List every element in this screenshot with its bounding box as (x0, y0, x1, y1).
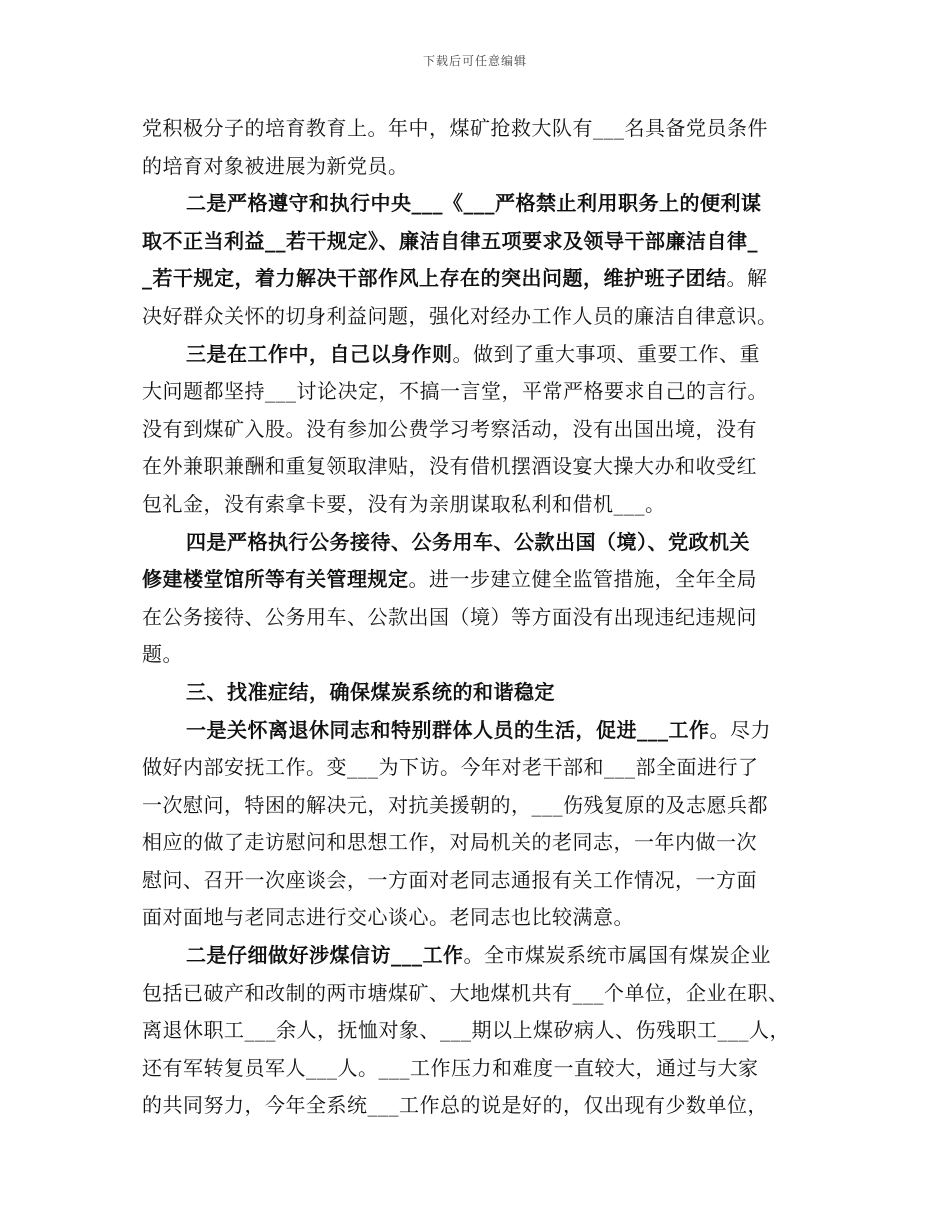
text-line (142, 411, 810, 449)
text-line (142, 899, 810, 937)
body-text: 大问题都坚持___讨论决定，不搞一言堂，平常严格要求自己的言行。 (142, 379, 768, 404)
body-text: 。全市煤炭系统市属国有煤炭企业 (463, 943, 771, 968)
body-text: 慰问、召开一次座谈会，一方面对老同志通报有关工作情况，一方面 (142, 867, 757, 892)
body-text: 没有到煤矿入股。没有参加公费学习考察活动，没有出国出境，没有 (142, 416, 757, 441)
bold-text: 三、找准症结，确保煤炭系统的和谐稳定 (186, 679, 555, 704)
body-text: 一次慰问，特困的解决元，对抗美援朝的，___伤残复原的及志愿兵都 (142, 792, 768, 817)
bold-text: 二是仔细做好涉煤信访___工作 (186, 943, 464, 968)
body-text: 。解 (726, 266, 768, 291)
document-body (142, 110, 810, 1125)
text-line (142, 336, 810, 374)
body-text: 相应的做了走访慰问和思想工作，对局机关的老同志，一年内做一次 (142, 830, 757, 855)
bold-text: _若干规定，着力解决干部作风上存在的突出问题，维护班子团结 (142, 266, 727, 291)
text-line (142, 260, 810, 298)
text-line (142, 373, 810, 411)
body-text: 。尽力 (709, 717, 771, 742)
text-line (142, 223, 810, 261)
body-text: 面对面地与老同志进行交心谈心。老同志也比较满意。 (142, 905, 634, 930)
text-line (142, 674, 810, 712)
text-line (142, 448, 810, 486)
bold-text: 三是在工作中，自己以身作则 (186, 341, 453, 366)
body-text: 包括已破产和改制的两市塘煤矿、大地煤机共有___个单位，企业在职、 (142, 980, 789, 1005)
text-line (142, 787, 810, 825)
page-header: 下载后可任意编辑 (422, 54, 527, 68)
body-text: 离退休职工___余人，抚恤对象、___期以上煤矽病人、伤残职工___人， (142, 1018, 790, 1043)
body-text: 党积极分子的培育教育上。年中，煤矿抢救大队有___名具备党员条件 (142, 116, 768, 140)
body-text: 决好群众关怀的切身利益问题，强化对经办工作人员的廉洁自律意识。 (142, 303, 778, 328)
body-text: 的共同努力，今年全系统___工作总的说是好的，仅出现有少数单位， (142, 1093, 768, 1118)
text-line (142, 1050, 810, 1088)
text-line (142, 636, 810, 674)
bold-text: 一是关怀离退休同志和特别群体人员的生活，促进___工作 (186, 717, 710, 742)
text-line (142, 1012, 810, 1050)
text-line (142, 824, 810, 862)
text-line (142, 148, 810, 186)
text-line (142, 561, 810, 599)
body-text: 在公务接待、公务用车、公款出国（境）等方面没有出现违纪违规问 (142, 604, 757, 629)
text-line (142, 185, 810, 223)
text-line (142, 486, 810, 524)
bold-text: 取不正当利益__若干规定》、廉洁自律五项要求及领导干部廉洁自律_ (142, 228, 758, 253)
text-line (142, 1087, 810, 1125)
body-text: 题。 (142, 642, 183, 667)
text-line (142, 749, 810, 787)
text-line (142, 975, 810, 1013)
text-line (142, 712, 810, 750)
text-line (142, 599, 810, 637)
text-line (142, 110, 810, 148)
text-line (142, 524, 810, 562)
bold-text: 二是严格遵守和执行中央___《___严格禁止利用职务上的便利谋 (186, 191, 762, 216)
bold-text: 修建楼堂馆所等有关管理规定 (142, 567, 409, 592)
body-text: 。做到了重大事项、重要工作、重 (452, 341, 760, 366)
body-text: 在外兼职兼酬和重复领取津贴，没有借机摆酒设宴大操大办和收受红 (142, 454, 757, 479)
body-text: 的培育对象被进展为新党员。 (142, 153, 409, 178)
bold-text: 四是严格执行公务接待、公务用车、公款出国（境）、党政机关 (186, 529, 750, 554)
body-text: 包礼金，没有索拿卡要，没有为亲朋谋取私利和借机___。 (142, 491, 666, 516)
body-text: 做好内部安抚工作。变___为下访。今年对老干部和___部全面进行了 (142, 755, 759, 780)
text-line (142, 937, 810, 975)
body-text: 。进一步建立健全监管措施，全年全局 (408, 567, 757, 592)
text-line (142, 298, 810, 336)
body-text: 还有军转复员军人___人。___工作压力和难度一直较大，通过与大家 (142, 1055, 759, 1080)
text-line (142, 862, 810, 900)
